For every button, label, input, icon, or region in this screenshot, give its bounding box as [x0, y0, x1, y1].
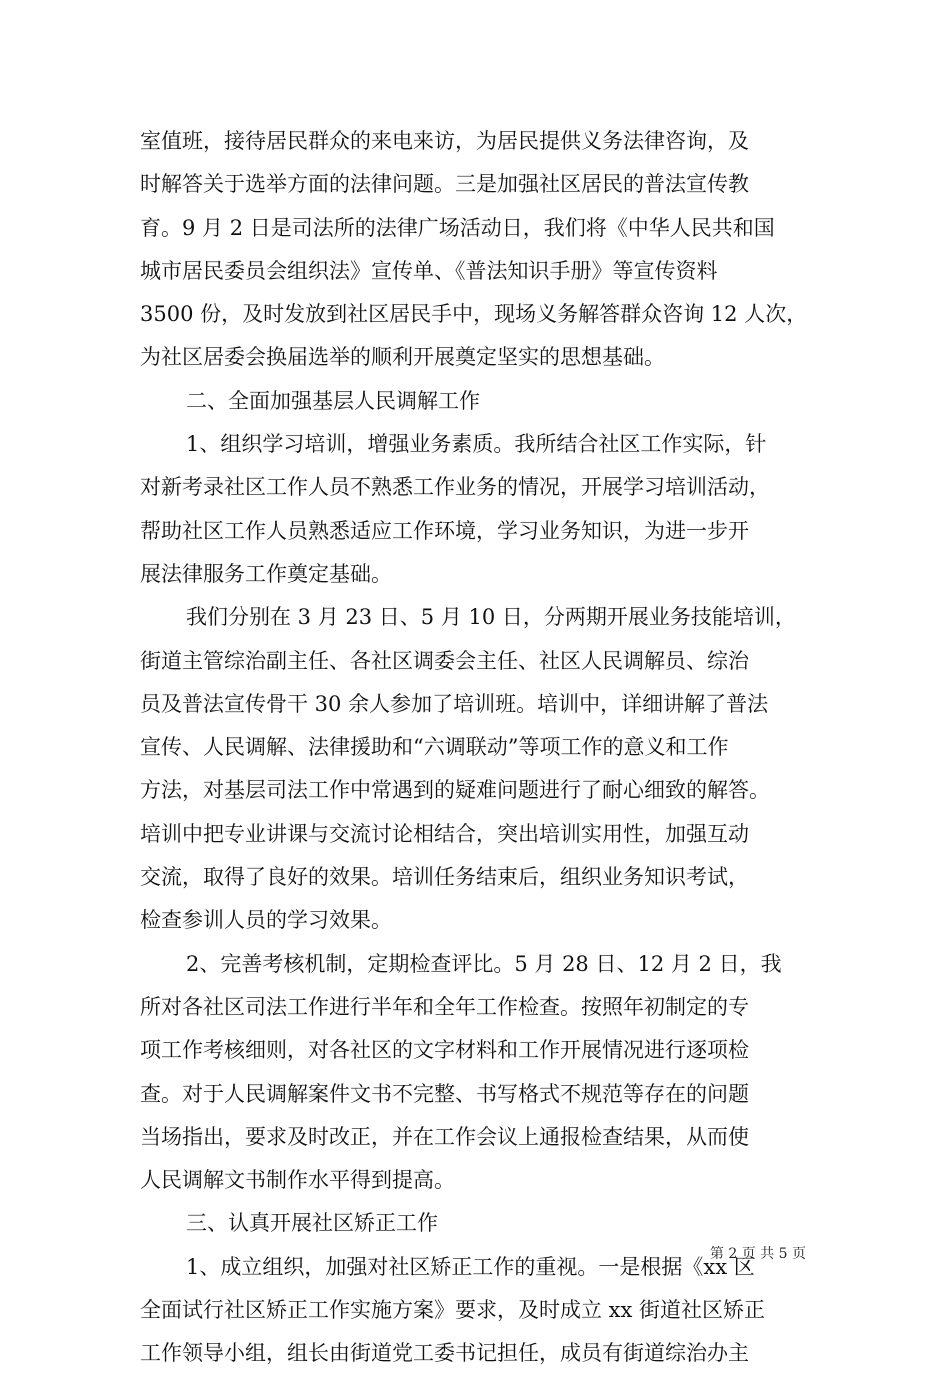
text-line: 交流，取得了良好的效果。培训任务结束后，组织业务知识考试，	[140, 865, 749, 890]
text-line: 人民调解文书制作水平得到提高。	[140, 1168, 455, 1193]
text-line: 培训中把专业讲课与交流讨论相结合，突出培训实用性，加强互动	[140, 821, 749, 846]
text-line: 项工作考核细则，对各社区的文字材料和工作开展情况进行逐项检	[140, 1038, 749, 1063]
text-line: 街道主管综治副主任、各社区调委会主任、社区人民调解员、综治	[140, 648, 749, 673]
text-line: 室值班，接待居民群众的来电来访，为居民提供义务法律咨询，及	[140, 129, 749, 153]
paragraph-first-line: 1、组织学习培训，增强业务素质。我所结合社区工作实际，针	[186, 432, 767, 457]
section-heading: 二、全面加强基层人民调解工作	[186, 388, 480, 413]
text-line: 当场指出，要求及时改正，并在工作会议上通报检查结果，从而使	[140, 1124, 749, 1149]
paragraph-first-line: 1、成立组织，加强对社区矫正工作的重视。一是根据《xx 区	[186, 1254, 755, 1279]
paragraph-first-line: 2、完善考核机制，定期检查评比。5 月 28 日、12 月 2 日，我	[186, 951, 782, 976]
text-line: 帮助社区工作人员熟悉适应工作环境，学习业务知识，为进一步开	[140, 518, 749, 543]
document-body	[140, 120, 812, 1376]
text-line: 方法，对基层司法工作中常遇到的疑难问题进行了耐心细致的解答。	[140, 778, 770, 803]
text-line: 时解答关于选举方面的法律问题。三是加强社区居民的普法宣传教	[140, 172, 749, 197]
text-line: 员及普法宣传骨干 30 余人参加了培训班。培训中，详细讲解了普法	[140, 691, 769, 716]
text-line: 检查参训人员的学习效果。	[140, 908, 392, 933]
page-footer	[710, 1244, 806, 1264]
text-line: 育。9 月 2 日是司法所的法律广场活动日，我们将《中华人民共和国	[140, 215, 775, 240]
paragraph-first-line: 我们分别在 3 月 23 日、5 月 10 日，分两期开展业务技能培训，	[186, 605, 796, 630]
text-line: 查。对于人民调解案件文书不完整、书写格式不规范等存在的问题	[140, 1081, 749, 1106]
text-line: 对新考录社区工作人员不熟悉工作业务的情况，开展学习培训活动，	[140, 475, 770, 500]
text-line: 3500 份，及时发放到社区居民手中，现场义务解答群众咨询 12 人次，	[140, 302, 808, 327]
section-heading: 三、认真开展社区矫正工作	[186, 1211, 438, 1236]
text-line: 工作领导小组，组长由街道党工委书记担任，成员有街道综治办主	[140, 1341, 749, 1366]
text-line: 全面试行社区矫正工作实施方案》要求，及时成立 xx 街道社区矫正	[140, 1298, 766, 1323]
text-line: 宣传、人民调解、法律援助和“六调联动”等项工作的意义和工作	[140, 735, 729, 760]
text-line: 为社区居委会换届选举的顺利开展奠定坚实的思想基础。	[140, 345, 665, 370]
text-line: 城市居民委员会组织法》宣传单、《普法知识手册》等宣传资料	[140, 258, 718, 283]
text-line: 展法律服务工作奠定基础。	[140, 561, 392, 586]
text-line: 所对各社区司法工作进行半年和全年工作检查。按照年初制定的专	[140, 994, 749, 1019]
page-number-indicator: 第 2 页 共 5 页	[709, 1246, 806, 1262]
